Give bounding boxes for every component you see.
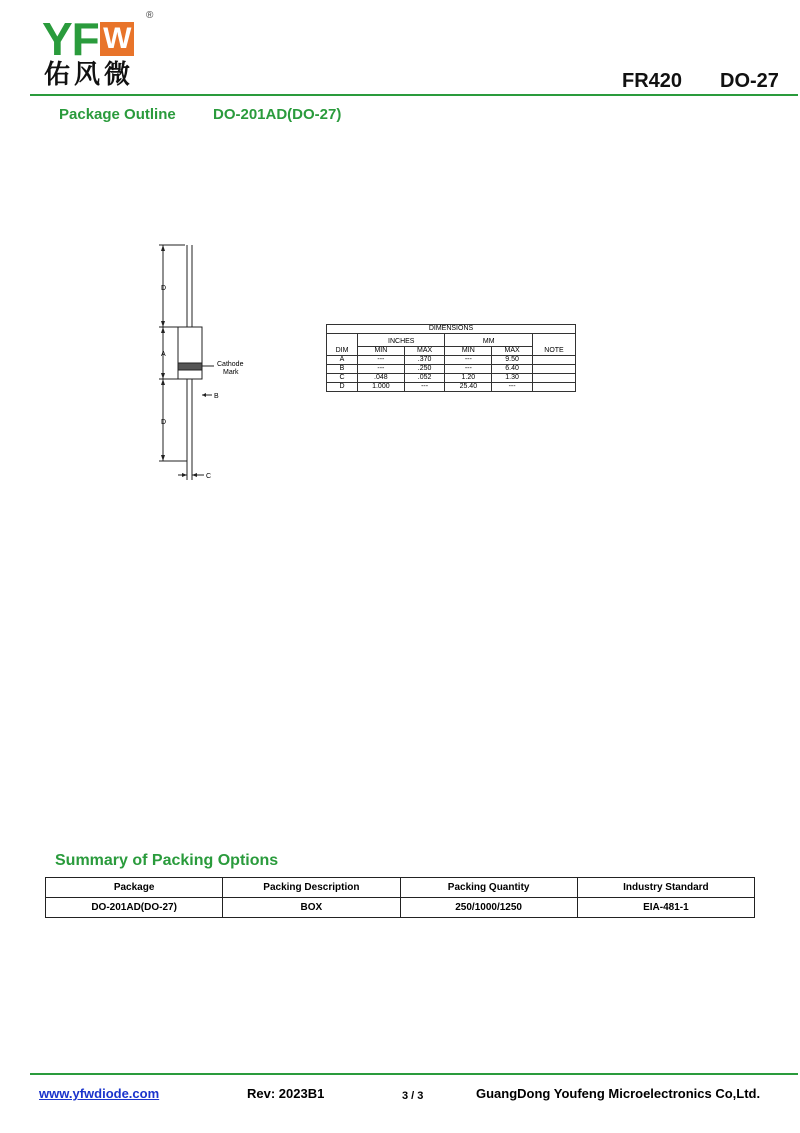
row-in-min: --- bbox=[358, 356, 405, 365]
header-rule bbox=[30, 94, 798, 96]
package-drawing bbox=[150, 238, 260, 488]
package-outline-name: DO-201AD(DO-27) bbox=[213, 106, 342, 123]
packing-title: Summary of Packing Options bbox=[55, 852, 279, 869]
row-dim: B bbox=[327, 365, 358, 374]
logo-text: YF bbox=[42, 13, 99, 65]
table-row bbox=[327, 356, 576, 365]
row-mm-max: 6.40 bbox=[492, 365, 533, 374]
dimensions-title: DIMENSIONS bbox=[327, 325, 576, 334]
unit-inches: INCHES bbox=[358, 334, 445, 347]
logo bbox=[42, 13, 134, 65]
header-industry-standard: Industry Standard bbox=[577, 878, 754, 898]
packing-header-row bbox=[46, 878, 755, 898]
col-in-min: MIN bbox=[358, 347, 405, 356]
package-code: DO-27 bbox=[720, 70, 779, 92]
registered-mark: ® bbox=[146, 10, 154, 21]
dim-label-d-top: D bbox=[161, 285, 167, 292]
row-in-max: .250 bbox=[404, 365, 445, 374]
row-mm-min: --- bbox=[445, 356, 492, 365]
part-number: FR420 bbox=[622, 70, 683, 92]
cathode-mark-label-2: Mark bbox=[223, 369, 239, 376]
footer-page-number: 3 / 3 bbox=[402, 1090, 424, 1102]
row-mm-max: --- bbox=[492, 383, 533, 392]
cell-packing-description: BOX bbox=[223, 898, 400, 918]
row-note bbox=[533, 383, 576, 392]
col-note: NOTE bbox=[533, 347, 576, 356]
row-in-min: .048 bbox=[358, 374, 405, 383]
dimensions-table bbox=[326, 324, 576, 392]
row-dim: A bbox=[327, 356, 358, 365]
row-mm-max: 9.50 bbox=[492, 356, 533, 365]
col-mm-min: MIN bbox=[445, 347, 492, 356]
cell-package: DO-201AD(DO-27) bbox=[46, 898, 223, 918]
row-in-max: .370 bbox=[404, 356, 445, 365]
row-dim: D bbox=[327, 383, 358, 392]
dim-label-a: A bbox=[161, 351, 166, 358]
footer-website bbox=[39, 1086, 159, 1101]
row-mm-min: --- bbox=[445, 365, 492, 374]
col-dim: DIM bbox=[327, 347, 358, 356]
footer-revision: Rev: 2023B1 bbox=[247, 1086, 325, 1101]
row-note bbox=[533, 374, 576, 383]
header-packing-quantity: Packing Quantity bbox=[400, 878, 577, 898]
row-note bbox=[533, 365, 576, 374]
col-mm-max: MAX bbox=[492, 347, 533, 356]
cell-industry-standard: EIA-481-1 bbox=[577, 898, 754, 918]
row-in-max: .052 bbox=[404, 374, 445, 383]
row-mm-min: 25.40 bbox=[445, 383, 492, 392]
row-mm-min: 1.20 bbox=[445, 374, 492, 383]
table-row bbox=[327, 383, 576, 392]
dim-label-b: B bbox=[214, 393, 219, 400]
header-packing-description: Packing Description bbox=[223, 878, 400, 898]
package-outline-title: Package Outline bbox=[59, 106, 176, 123]
dim-label-c: C bbox=[206, 473, 212, 480]
row-note bbox=[533, 356, 576, 365]
packing-table bbox=[45, 877, 755, 918]
table-row bbox=[327, 365, 576, 374]
row-mm-max: 1.30 bbox=[492, 374, 533, 383]
website-link[interactable]: www.yfwdiode.com bbox=[39, 1086, 160, 1101]
logo-chinese: 佑风微 bbox=[44, 60, 135, 90]
cell-packing-quantity: 250/1000/1250 bbox=[400, 898, 577, 918]
col-in-max: MAX bbox=[404, 347, 445, 356]
unit-mm: MM bbox=[445, 334, 533, 347]
footer-company: GuangDong Youfeng Microelectronics Co,Ltd. bbox=[476, 1086, 761, 1101]
footer-rule bbox=[30, 1073, 798, 1075]
table-row bbox=[327, 374, 576, 383]
row-dim: C bbox=[327, 374, 358, 383]
row-in-min: --- bbox=[358, 365, 405, 374]
table-row bbox=[46, 898, 755, 918]
logo-w-mark: W bbox=[100, 22, 134, 56]
row-in-min: 1.000 bbox=[358, 383, 405, 392]
row-in-max: --- bbox=[404, 383, 445, 392]
dim-label-d-bottom: D bbox=[161, 419, 167, 426]
cathode-mark-label-1: Cathode bbox=[217, 361, 244, 368]
header-package: Package bbox=[46, 878, 223, 898]
